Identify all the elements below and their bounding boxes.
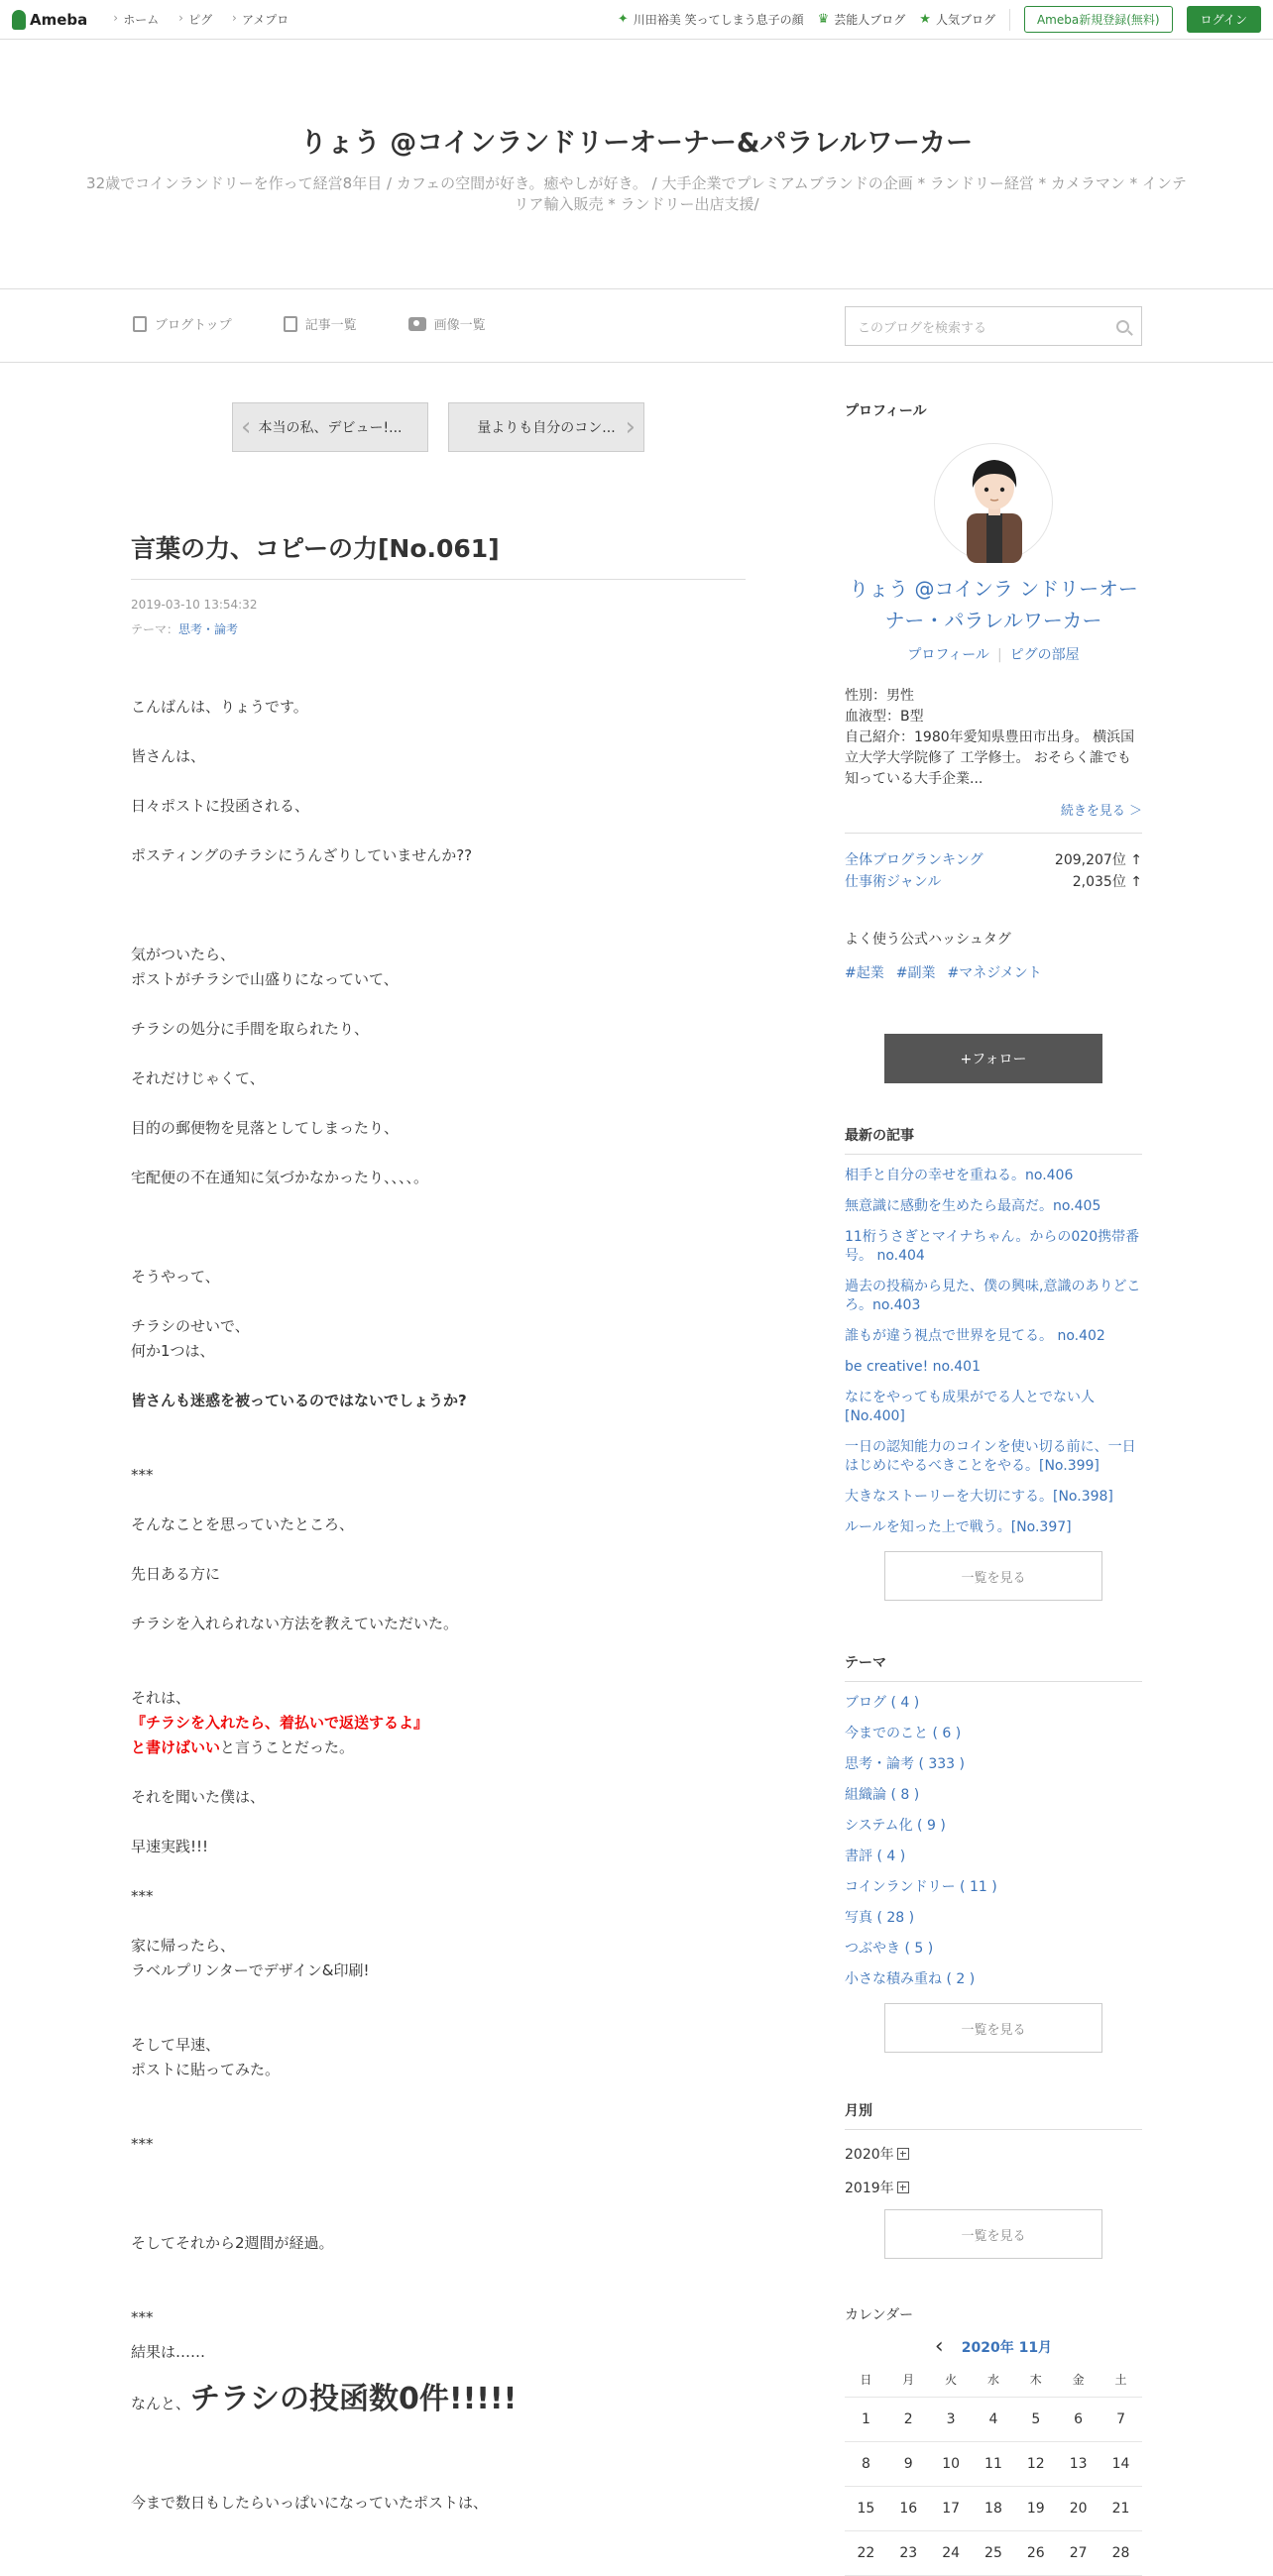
profile-links — [845, 644, 1142, 664]
search-icon[interactable] — [1116, 320, 1129, 333]
calendar-day: 28 — [1099, 2530, 1142, 2575]
separator-text: *** — [131, 2308, 154, 2326]
theme-link[interactable]: コインランドリー ( 11 ) — [845, 1879, 997, 1895]
theme-link[interactable]: 思考・論考 — [178, 622, 239, 636]
paragraph: 宅配便の不在通知に気づかなかったり、、、、。 — [131, 1169, 429, 1186]
blog-description: 32歳でコインランドリーを作って経営8年目 / カフェの空間が好き。癒やしが好き。 / 大手企業でプレミアムブランドの企画 * ランドリー経営 * カメラマン * インテリア輸入販売 * ランドリー出店支援/ — [86, 174, 1187, 213]
global-nav — [97, 11, 289, 28]
recent-article-link[interactable]: 誰もが違う視点で世界を見てる。 no.402 — [845, 1328, 1105, 1344]
recent-article-link[interactable]: 無意識に感動を生めたら最高だ。no.405 — [845, 1198, 1101, 1214]
paragraph: それは、 — [131, 1689, 191, 1707]
year-2019[interactable] — [845, 2178, 1142, 2197]
sparkle-icon: ✦ — [617, 12, 629, 27]
weekday: 金 — [1057, 2363, 1099, 2397]
rank-genre-value: 2,035位 ↑ — [1072, 874, 1142, 890]
separator-text: *** — [131, 2135, 154, 2153]
rank-all-label[interactable]: 全体ブログランキング — [845, 852, 984, 868]
rank-genre-label[interactable]: 仕事術ジャンル — [845, 874, 942, 890]
hashtag-list — [845, 962, 1142, 982]
article-title[interactable]: 言葉の力、コピーの力[No.061] — [131, 529, 746, 580]
paragraph: 皆さんは、 — [131, 747, 206, 765]
avatar-illustration — [935, 444, 1054, 563]
paragraph: チラシのせいで、 何か1つは、 — [131, 1317, 250, 1360]
paragraph: 早速実践!!! — [131, 1838, 209, 1855]
theme-link[interactable]: 今までのこと ( 6 ) — [845, 1726, 962, 1741]
calendar-prev-icon[interactable]: ‹ — [934, 2334, 944, 2359]
login-button[interactable]: ログイン — [1187, 6, 1261, 33]
bold-paragraph: 皆さんも迷惑を被っているのではないでしょうか? — [131, 1392, 467, 1409]
logo-text: Ameba — [30, 10, 88, 29]
calendar-day: 25 — [973, 2530, 1015, 2575]
theme-link[interactable]: 小さな積み重ね ( 2 ) — [845, 1971, 976, 1987]
calendar-week — [845, 2397, 1142, 2441]
calendar-day: 11 — [973, 2441, 1015, 2486]
separator-text: *** — [131, 1887, 154, 1905]
paragraph: そして早速、 ポストに貼ってみた。 — [131, 2036, 281, 2078]
link-divider: | — [996, 647, 1002, 663]
article-body — [131, 695, 746, 2516]
search-placeholder: このブログを検索する — [858, 320, 987, 336]
hashtag-heading: よく使う公式ハッシュタグ — [845, 932, 1011, 948]
rank-all-row — [845, 849, 1142, 871]
nav-blog-top-label: ブログトップ — [155, 318, 232, 333]
recent-article-link[interactable]: 相手と自分の幸せを重ねる。no.406 — [845, 1168, 1074, 1183]
separator-text: *** — [131, 1466, 154, 1484]
theme-list — [845, 1694, 1142, 1989]
paragraph: 日々ポストに投函される、 — [131, 797, 310, 815]
ameba-mascot-icon — [12, 10, 26, 30]
theme-more-button[interactable]: 一覧を見る — [884, 2003, 1102, 2053]
calendar-day: 21 — [1099, 2486, 1142, 2530]
weekday: 火 — [930, 2363, 973, 2397]
article-date: 2019-03-10 13:54:32 — [131, 598, 258, 612]
hot-topic-link[interactable] — [618, 11, 804, 28]
expand-icon[interactable] — [897, 2148, 909, 2160]
profile-more-link[interactable]: 続きを見る ＞ — [845, 800, 1142, 834]
recent-article-link[interactable]: 一日の認知能力のコインを使い切る前に、一日はじめにやるべきことをやる。[No.399] — [845, 1439, 1136, 1474]
nav-image-list[interactable] — [408, 314, 486, 333]
theme-link[interactable]: 組織論 ( 8 ) — [845, 1787, 920, 1803]
calendar-day: 20 — [1057, 2486, 1099, 2530]
nav-home[interactable]: › ホーム — [113, 13, 159, 27]
paragraph: こんばんは、りょうです。 — [131, 698, 308, 716]
popular-blog-link[interactable] — [919, 11, 995, 28]
calendar-day: 18 — [973, 2486, 1015, 2530]
paragraph: そうやって、 — [131, 1268, 220, 1286]
calendar-day: 9 — [887, 2441, 930, 2486]
profile-blood: 血液型：B型 — [845, 709, 924, 725]
calendar-table — [845, 2363, 1142, 2576]
calendar-day: 24 — [930, 2530, 973, 2575]
calendar-day: 16 — [887, 2486, 930, 2530]
global-header-right — [618, 6, 1261, 33]
calendar-day: 19 — [1014, 2486, 1057, 2530]
profile-intro: 自己紹介：1980年愛知県豊田市出身。 横浜国立大学大学院修了 工学修士。 おそらく誰でも知っている大手企業... — [845, 729, 1135, 787]
calendar-week — [845, 2486, 1142, 2530]
nav-blog-top[interactable] — [133, 314, 232, 333]
paragraph — [131, 1736, 746, 1760]
recent-list — [845, 1167, 1142, 1537]
profile-link[interactable]: プロフィール — [907, 647, 989, 663]
recent-article-link[interactable]: 11桁うさぎとマイナちゃん。からの020携帯番号。 no.404 — [845, 1229, 1140, 1264]
follow-button[interactable]: +フォロー — [884, 1034, 1102, 1083]
global-header — [0, 0, 1273, 40]
hot-topic-text: 川田裕美 笑ってしまう息子の顔 — [633, 13, 804, 27]
weekday: 日 — [845, 2363, 887, 2397]
paragraph — [131, 2380, 746, 2423]
theme-link[interactable]: つぶやき ( 5 ) — [845, 1941, 934, 1957]
recent-article-link[interactable]: 過去の投稿から見た、僕の興味,意識のありどころ。no.403 — [845, 1279, 1141, 1313]
profile-name[interactable]: りょう @コインラ ンドリーオーナー・パラレルワーカー — [849, 577, 1138, 632]
paragraph: そんなことを思っていたところ、 — [131, 1515, 355, 1533]
blog-header — [0, 40, 1273, 289]
calendar-day: 4 — [973, 2397, 1015, 2441]
calendar-day: 14 — [1099, 2441, 1142, 2486]
calendar-day: 12 — [1014, 2441, 1057, 2486]
paragraph-text: と言うことだった。 — [220, 1738, 355, 1756]
weekday: 木 — [1014, 2363, 1057, 2397]
profile-gender: 性別：男性 — [845, 688, 914, 704]
calendar-day: 8 — [845, 2441, 887, 2486]
article-theme — [131, 620, 746, 637]
pig-room-link[interactable]: ピグの部屋 — [1009, 647, 1080, 663]
calendar-week — [845, 2530, 1142, 2575]
paragraph: そしてそれから2週間が経過。 — [131, 2234, 334, 2252]
theme-link[interactable]: 写真 ( 28 ) — [845, 1910, 915, 1926]
star-icon: ★ — [919, 12, 931, 27]
weekday: 水 — [973, 2363, 1015, 2397]
theme-link[interactable]: 思考・論考 ( 333 ) — [845, 1756, 965, 1772]
calendar-nav — [845, 2334, 1142, 2359]
year-label: 2020年 — [845, 2147, 894, 2163]
hashtag-link[interactable]: #起業 — [845, 965, 884, 981]
hashtag-link[interactable]: #マネジメント — [947, 965, 1042, 981]
calendar-day: 26 — [1014, 2530, 1057, 2575]
calendar-month: 2020年 11月 — [961, 2339, 1053, 2356]
calendar-day: 2 — [887, 2397, 930, 2441]
celeb-blog-text: 芸能人ブログ — [834, 13, 906, 27]
paragraph: チラシを入れられない方法を教えていただいた。 — [131, 1615, 459, 1632]
ranking — [845, 849, 1142, 893]
monthly-more-button[interactable]: 一覧を見る — [884, 2209, 1102, 2259]
calendar-day: 23 — [887, 2530, 930, 2575]
monthly-heading: 月別 — [845, 2100, 1142, 2130]
blog-title[interactable]: りょう @コインランドリーオーナー&パラレルワーカー — [299, 128, 974, 159]
sidebar — [845, 400, 1142, 2576]
main-content — [131, 400, 746, 2516]
weekday: 月 — [887, 2363, 930, 2397]
weekday: 土 — [1099, 2363, 1142, 2397]
calendar-week — [845, 2441, 1142, 2486]
paragraph: 家に帰ったら、 ラベルプリンターでデザイン&印刷! — [131, 1937, 370, 1979]
copy-icon — [284, 316, 297, 332]
recent-heading: 最新の記事 — [845, 1125, 1142, 1155]
year-label: 2019年 — [845, 2181, 894, 2196]
highlight-text: 『チラシを入れたら、着払いで返送するよ』 — [131, 1714, 429, 1732]
paragraph: 気がついたら、 ポストがチラシで山盛りになっていて、 — [131, 946, 399, 988]
prev-article-button[interactable]: ‹ 本当の私、デビュー!... — [232, 402, 428, 452]
celeb-blog-link[interactable] — [818, 11, 906, 28]
avatar[interactable] — [934, 443, 1053, 562]
calendar-day: 15 — [845, 2486, 887, 2530]
rank-all-value: 209,207位 ↑ — [1054, 852, 1142, 868]
paragraph: それを聞いた僕は、 — [131, 1788, 266, 1806]
recent-article-link[interactable]: 大きなストーリーを大切にする。[No.398] — [845, 1489, 1113, 1505]
calendar-day: 5 — [1014, 2397, 1057, 2441]
paragraph: 目的の郵便物を見落としてしまったり、 — [131, 1119, 400, 1137]
calendar-day: 27 — [1057, 2530, 1099, 2575]
nav-pig[interactable]: › ピグ — [178, 13, 212, 27]
profile-info — [845, 686, 1142, 790]
camera-icon — [408, 317, 426, 331]
calendar-day: 17 — [930, 2486, 973, 2530]
ameba-logo[interactable] — [12, 10, 87, 30]
paragraph: ポスティングのチラシにうんざりしていませんか?? — [131, 846, 473, 864]
nav-article-list[interactable] — [284, 314, 357, 333]
calendar-day: 3 — [930, 2397, 973, 2441]
paragraph: 今まで数日もしたらいっぱいになっていたポストは、 — [131, 2494, 489, 2512]
blog-search-input[interactable] — [845, 306, 1142, 346]
nav-amepro[interactable]: › アメプロ — [232, 13, 289, 27]
theme-link[interactable]: ブログ ( 4 ) — [845, 1695, 920, 1711]
hashtag-link[interactable]: #副業 — [895, 965, 936, 981]
calendar-day: 22 — [845, 2530, 887, 2575]
big-bold-text: チラシの投函数0件!!!!! — [190, 2382, 518, 2416]
paragraph: それだけじゃくて、 — [131, 1069, 265, 1087]
highlight-text: と書けばいい — [131, 1738, 221, 1756]
year-2020[interactable] — [845, 2144, 1142, 2164]
calendar-day: 7 — [1099, 2397, 1142, 2441]
paragraph-text: なんと、 — [131, 2395, 191, 2412]
blog-nav — [0, 289, 1273, 363]
rank-genre-row — [845, 871, 1142, 893]
recent-article-link[interactable]: be creative! no.401 — [845, 1359, 981, 1375]
theme-link[interactable]: システム化 ( 9 ) — [845, 1818, 946, 1834]
nav-image-list-label: 画像一覧 — [433, 318, 486, 333]
recent-article-link[interactable]: なにをやっても成果がでる人とでない人[No.400] — [845, 1390, 1095, 1424]
header-divider — [1009, 9, 1010, 31]
document-icon — [133, 316, 147, 332]
paragraph: 先日ある方に — [131, 1565, 221, 1583]
paragraph: 結果は…… — [131, 2343, 206, 2361]
theme-link[interactable]: 書評 ( 4 ) — [845, 1848, 906, 1864]
calendar-day: 1 — [845, 2397, 887, 2441]
calendar-heading: カレンダー — [845, 2307, 914, 2323]
calendar-day: 6 — [1057, 2397, 1099, 2441]
recent-more-button[interactable]: 一覧を見る — [884, 1551, 1102, 1601]
theme-label: テーマ： — [131, 622, 179, 636]
theme-heading: テーマ — [845, 1652, 1142, 1682]
next-article-button[interactable]: 量よりも自分のコン... › — [448, 402, 644, 452]
recent-article-link[interactable]: ルールを知った上で戦う。[No.397] — [845, 1519, 1072, 1535]
popular-blog-text: 人気ブログ — [935, 13, 995, 27]
paragraph: チラシの処分に手間を取られたり、 — [131, 1020, 370, 1038]
crown-icon: ♛ — [817, 12, 830, 27]
calendar-weekdays — [845, 2363, 1142, 2397]
nav-article-list-label: 記事一覧 — [304, 318, 357, 333]
expand-icon[interactable] — [897, 2182, 909, 2193]
calendar-day: 10 — [930, 2441, 973, 2486]
article-pager — [131, 402, 746, 452]
profile-heading: プロフィール — [845, 403, 927, 419]
register-button[interactable]: Ameba新規登録(無料) — [1024, 6, 1173, 33]
calendar-day: 13 — [1057, 2441, 1099, 2486]
